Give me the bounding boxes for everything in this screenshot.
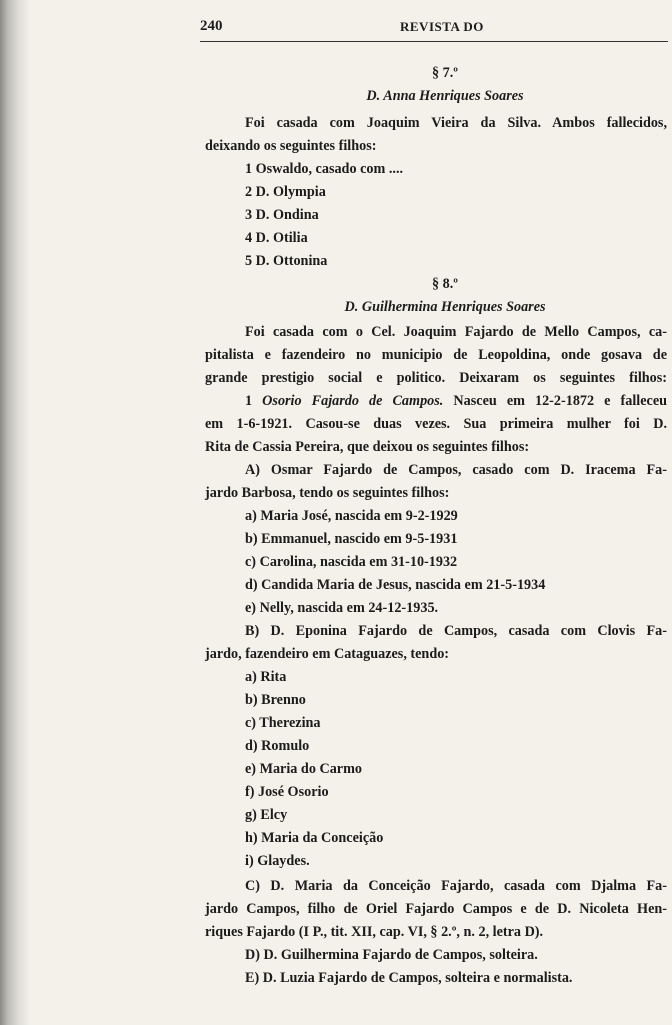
paragraph-line: jardo Campos, filho de Oriel Fajardo Campos e de D. Nicoleta Hen- xyxy=(205,901,667,917)
paragraph-line: riques Fajardo (I P., tit. XII, cap. VI, § 2.º, n. 2, letra D). xyxy=(205,924,544,940)
list-item: c) Therezina xyxy=(245,715,321,731)
list-item: d) Candida Maria de Jesus, nascida em 21-5-1934 xyxy=(245,577,546,593)
binding-edge xyxy=(0,0,30,1025)
list-item: 3 D. Ondina xyxy=(245,207,319,223)
paragraph-line: A) Osmar Fajardo de Campos, casado com D. Iracema Fa- xyxy=(245,462,667,478)
list-item: e) Nelly, nascida em 24-12-1935. xyxy=(245,600,439,616)
list-item: 2 D. Olympia xyxy=(245,184,326,200)
list-item: 1 Oswaldo, casado com .... xyxy=(245,161,404,177)
list-item: g) Elcy xyxy=(245,807,288,823)
list-item: c) Carolina, nascida em 31-10-1932 xyxy=(245,554,458,570)
list-item: a) Rita xyxy=(245,669,287,685)
section-7-name: D. Anna Henriques Soares xyxy=(366,88,524,104)
paragraph-line: jardo Barbosa, tendo os seguintes filhos: xyxy=(205,485,450,501)
list-item: b) Brenno xyxy=(245,692,306,708)
paragraph-line: C) D. Maria da Conceição Fajardo, casada com Djalma Fa- xyxy=(245,878,667,894)
list-item: b) Emmanuel, nascido em 9-5-1931 xyxy=(245,531,458,547)
section-7-intro-line-2: deixando os seguintes filhos: xyxy=(205,138,377,154)
header-rule xyxy=(200,41,668,42)
paragraph-line: E) D. Luzia Fajardo de Campos, solteira e normalista. xyxy=(245,970,573,986)
list-item: 5 D. Ottonina xyxy=(245,253,328,269)
page-number: 240 xyxy=(200,18,223,34)
running-title: REVISTA DO xyxy=(400,19,484,34)
paragraph-line: jardo, fazendeiro em Cataguazes, tendo: xyxy=(205,646,450,662)
list-item: d) Romulo xyxy=(245,738,310,754)
list-item: i) Glaydes. xyxy=(245,853,310,869)
list-item: h) Maria da Conceição xyxy=(245,830,384,846)
section-8-name: D. Guilhermina Henriques Soares xyxy=(344,299,546,315)
list-item: f) José Osorio xyxy=(245,784,329,800)
paragraph-line: D) D. Guilhermina Fajardo de Campos, solteira. xyxy=(245,947,538,963)
section-7-heading: § 7.º xyxy=(432,65,458,81)
paragraph-line: Foi casada com o Cel. Joaquim Fajardo de Mello Campos, ca- xyxy=(245,324,667,340)
child-details: Nasceu em 12-2-1872 e falleceu xyxy=(453,393,668,409)
paragraph-line: em 1-6-1921. Casou-se duas vezes. Sua primeira mulher foi D. xyxy=(205,416,667,432)
paragraph-line xyxy=(245,392,667,410)
section-8-heading: § 8.º xyxy=(432,276,458,292)
child-name: Osorio Fajardo de Campos. xyxy=(262,393,444,409)
paragraph-line: B) D. Eponina Fajardo de Campos, casada com Clovis Fa- xyxy=(245,623,667,639)
paragraph-line: grande prestigio social e politico. Deixaram os seguintes filhos: xyxy=(205,370,667,386)
page-header xyxy=(200,18,668,40)
section-7-intro-line-1: Foi casada com Joaquim Vieira da Silva. Ambos fallecidos, xyxy=(245,115,667,131)
paragraph-line: pitalista e fazendeiro no municipio de Leopoldina, onde gosava de xyxy=(205,347,667,363)
list-item: a) Maria José, nascida em 9-2-1929 xyxy=(245,508,458,524)
list-item: 4 D. Otilia xyxy=(245,230,308,246)
list-item: e) Maria do Carmo xyxy=(245,761,363,777)
child-number: 1 xyxy=(245,393,253,409)
paragraph-line: Rita de Cassia Pereira, que deixou os seguintes filhos: xyxy=(205,439,530,455)
